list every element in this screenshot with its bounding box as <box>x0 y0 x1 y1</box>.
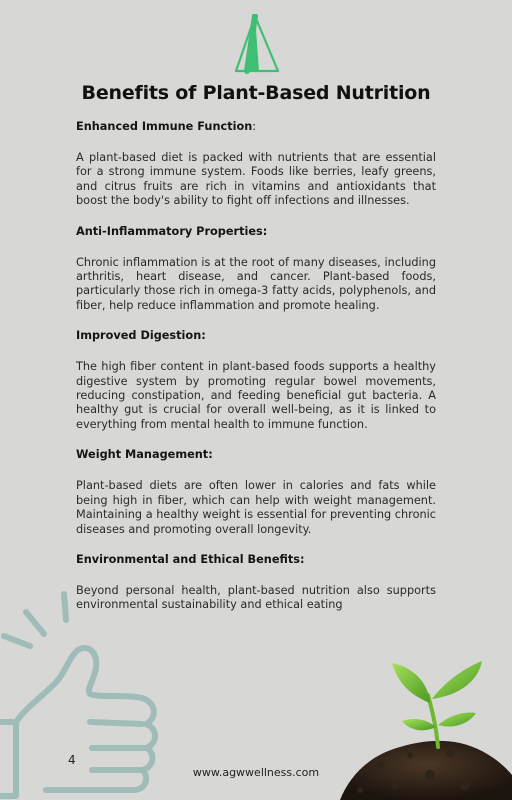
section-immune <box>76 120 436 209</box>
section-paragraph: The high fiber content in plant-based foods supports a healthy digestive system by promoting regular bowel movements, reducing constipation, and feeding beneficial gut bacteria. A healthy gut is crucial for overall well-being, as it is linked to everything from mental health to immune function. <box>76 360 436 431</box>
section-paragraph: A plant-based diet is packed with nutrients that are essential for a strong immune system. Foods like berries, leafy greens, and citrus fruits are rich in vitamins and antioxidants that boost the body's ability to fight off infections and illnesses. <box>76 151 436 208</box>
section-heading <box>76 120 436 134</box>
section-paragraph: Plant-based diets are often lower in calories and fats while being high in fiber, which can help with weight management. Maintaining a healthy weight is essential for preventing chronic diseases and promoting overall longevity. <box>76 479 436 536</box>
section-paragraph: Beyond personal health, plant-based nutrition also supports environmental sustainability and ethical eating <box>76 583 436 612</box>
page-number: 4 <box>68 753 76 767</box>
section-heading: Anti-Inflammatory Properties: <box>76 224 268 238</box>
section-anti-inflammatory <box>76 225 436 314</box>
section-heading: Weight Management: <box>76 448 213 462</box>
content-body <box>76 120 436 629</box>
heading-text: Enhanced Immune Function <box>76 120 253 133</box>
section-paragraph: Chronic inflammation is at the root of many diseases, including arthritis, heart disease, and cancer. Plant-based foods, particularly those rich in omega-3 fatty acids, polyphenols, and fiber, help reduce inflammation and promote healing. <box>76 255 436 312</box>
section-digestion <box>76 329 436 432</box>
footer-website-link[interactable]: www.agwwellness.com <box>192 766 320 779</box>
brand-a-logo-icon <box>230 14 280 74</box>
section-heading: Environmental and Ethical Benefits: <box>76 552 305 566</box>
heading-colon: : <box>252 120 257 133</box>
section-heading: Improved Digestion: <box>76 329 206 343</box>
section-weight <box>76 448 436 537</box>
page-title: Benefits of Plant-Based Nutrition <box>81 82 431 104</box>
